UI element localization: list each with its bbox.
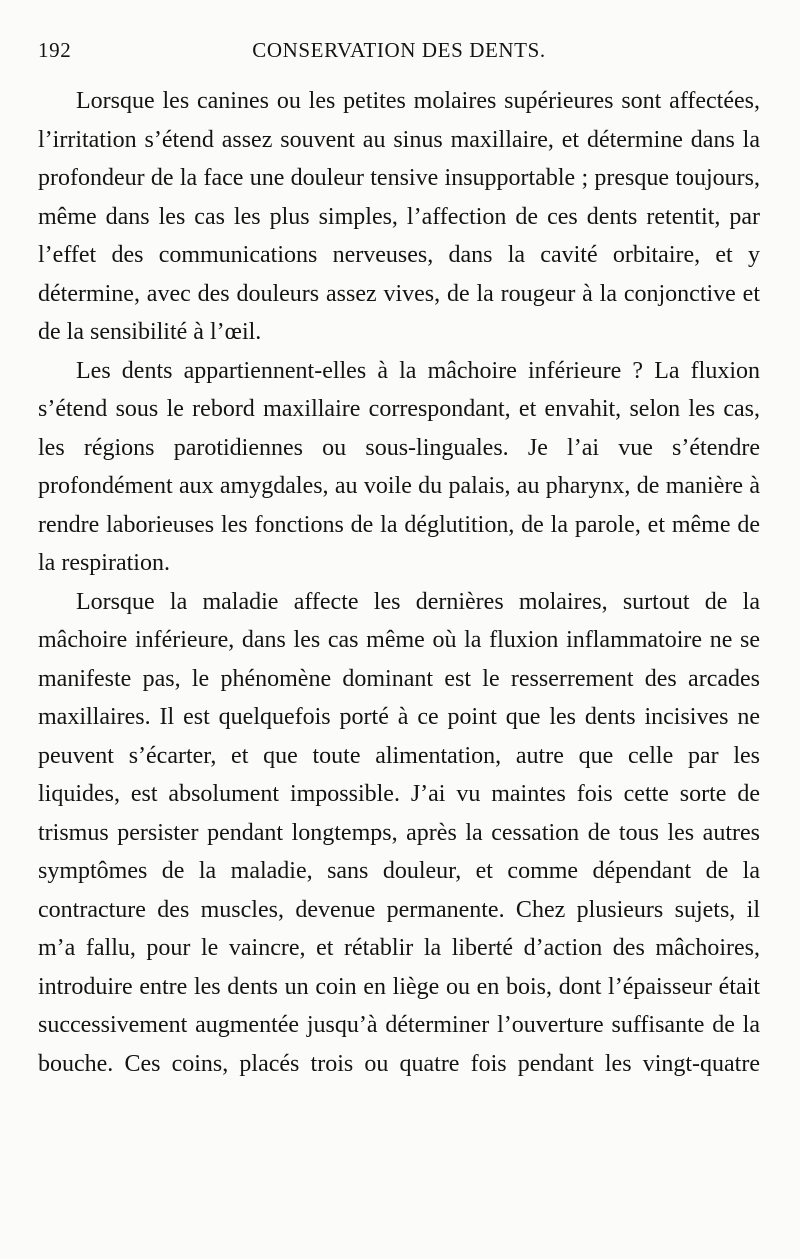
body-text xyxy=(38,82,760,1083)
paragraph-2: Les dents appartiennent-elles à la mâchoire inférieure ? La fluxion s’étend sous le rebord maxillaire correspondant, et envahit, selon les cas, les régions parotidiennes ou sous-linguales. Je l’ai vue s’étendre profondément aux amygdales, au voile du palais, au pharynx, de manière à rendre laborieuses les fonctions de la déglutition, de la parole, et même de la respiration. xyxy=(38,357,760,576)
paragraph-1: Lorsque les canines ou les petites molaires supérieures sont affectées, l’irritation s’étend assez souvent au sinus maxillaire, et détermine dans la profondeur de la face une douleur tensive insupportable ; presque toujours, même dans les cas les plus simples, l’affection de ces dents retentit, par l’effet des communications nerveuses, dans la cavité orbitaire, et y détermine, avec des douleurs assez vives, de la rougeur à la conjonctive et de la sensibilité à l’œil. xyxy=(38,88,760,345)
page-header xyxy=(38,38,760,78)
paragraph-3: Lorsque la maladie affecte les dernières molaires, surtout de la mâchoire inférieure, dans les cas même où la fluxion inflammatoire ne se manifeste pas, le phénomène dominant est le resserrement des arcades maxillaires. Il est quelquefois porté à ce point que les dents incisives ne peuvent s’écarter, et que toute alimentation, autre que celle par les liquides, est absolument impossible. J’ai vu maintes fois cette sorte de trismus persister pendant longtemps, après la cessation de tous les autres symptômes de la maladie, sans douleur, et comme dépendant de la contracture des muscles, devenue permanente. Chez plusieurs sujets, il m’a fallu, pour le vaincre, et rétablir la liberté d’action des mâchoires, introduire entre les dents un coin en liège ou en bois, dont l’épaisseur était successivement augmentée jusqu’à déterminer l’ouverture suffisante de la bouche. Ces coins, placés trois ou quatre fois pendant les vingt-quatre xyxy=(38,588,760,1077)
running-title: CONSERVATION DES DENTS. xyxy=(252,38,546,62)
page-number: 192 xyxy=(38,38,72,62)
